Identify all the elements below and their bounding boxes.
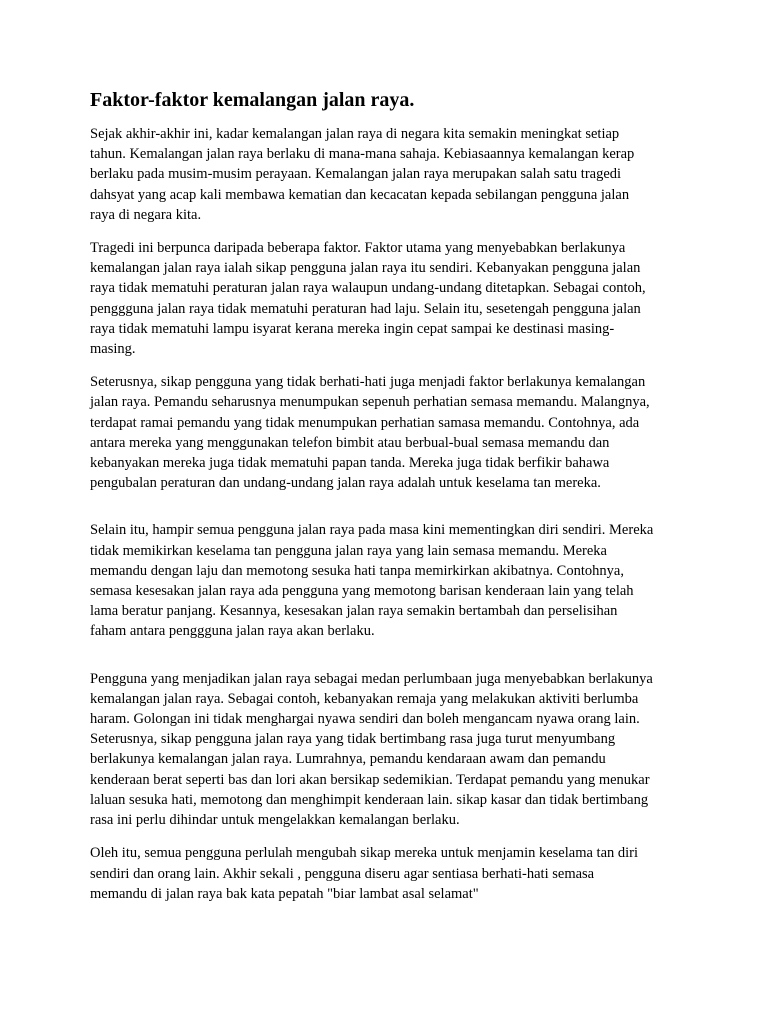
paragraph-selfishness: Selain itu, hampir semua pengguna jalan raya pada masa kini mementingkan diri sendiri. Mereka tidak memikirkan keselama tan pengguna jalan raya yang lain semasa memandu. Mereka memandu dengan laju dan memotong sesuka hati tanpa memirkirkan akibatnya. Contohnya, semasa kesesakan jalan raya ada pengguna yang memotong barisan kenderaan lain yang telah lama beratur panjang. Kesannya, kesesakan jalan raya semakin bertambah dan perselisihan faham antara penggguna jalan raya akan berlaku. bbox=[90, 522, 654, 640]
document-title: Faktor-faktor kemalangan jalan raya. bbox=[90, 89, 415, 111]
paragraph-careless-attitude: Seterusnya, sikap pengguna yang tidak berhati-hati juga menjadi faktor berlakunya kemalangan jalan raya. Pemandu seharusnya menumpukan sepenuh perhatian semasa memandu. Malangnya, terdapat ramai pemandu yang tidak menumpukan perhatian samasa memandu. Contohnya, ada antara mereka yang menggunakan telefon bimbit atau berbual-bual semasa memandu dan kebanyakan mereka juga tidak mematuhi papan tanda. Mereka juga tidak berfikir bahawa pengubalan peraturan dan undang-undang jalan raya adalah untuk keselama tan mereka. bbox=[90, 374, 650, 492]
paragraph-main-factor: Tragedi ini berpunca daripada beberapa faktor. Faktor utama yang menyebabkan berlakunya kemalangan jalan raya ialah sikap pengguna jalan raya itu sendiri. Kebanyakan pengguna jalan raya tidak mematuhi peraturan jalan raya walaupun undang-undang ditetapkan. Sebagai contoh, penggguna jalan raya tidak mematuhi peraturan had laju. Selain itu, sesetengah pengguna jalan raya tidak mematuhi lampu isyarat kerana mereka ingin cepat sampai ke destinasi masing- masing. bbox=[90, 240, 646, 358]
paragraph-racing: Pengguna yang menjadikan jalan raya sebagai medan perlumbaan juga menyebabkan berlakunya kemalangan jalan raya. Sebagai contoh, kebanyakan remaja yang melakukan aktiviti berlumba haram. Golongan ini tidak menghargai nyawa sendiri dan boleh mengancam nyawa orang lain. Seterusnya, sikap pengguna jalan raya yang tidak bertimbang rasa juga turut menyumbang berlakunya kemalangan jalan raya. Lumrahnya, pemandu kendaraan awam dan pemandu kenderaan berat seperti bas dan lori akan bersikap sedemikian. Terdapat pemandu yang menukar laluan sesuka hati, memotong dan menghimpit kenderaan lain. sikap kasar dan tidak bertimbang rasa ini perlu dihindar untuk mengelakkan kemalangan berlaku. bbox=[90, 670, 653, 829]
paragraph-conclusion: Oleh itu, semua pengguna perlulah mengubah sikap mereka untuk menjamin keselama tan diri sendiri dan orang lain. Akhir sekali , pengguna diseru agar sentiasa berhati-hati semasa memandu di jalan raya bak kata pepatah "biar lambat asal selamat" bbox=[90, 845, 639, 902]
document-page bbox=[90, 88, 685, 917]
paragraph-intro: Sejak akhir-akhir ini, kadar kemalangan jalan raya di negara kita semakin meningkat setiap tahun. Kemalangan jalan raya berlaku di mana-mana sahaja. Kebiasaannya kemalangan kerap berlaku pada musim-musim perayaan. Kemalangan jalan raya merupakan salah satu tragedi dahsyat yang acap kali membawa kematian dan kecacatan kepada sebilangan pengguna jalan raya di negara kita. bbox=[90, 126, 635, 223]
